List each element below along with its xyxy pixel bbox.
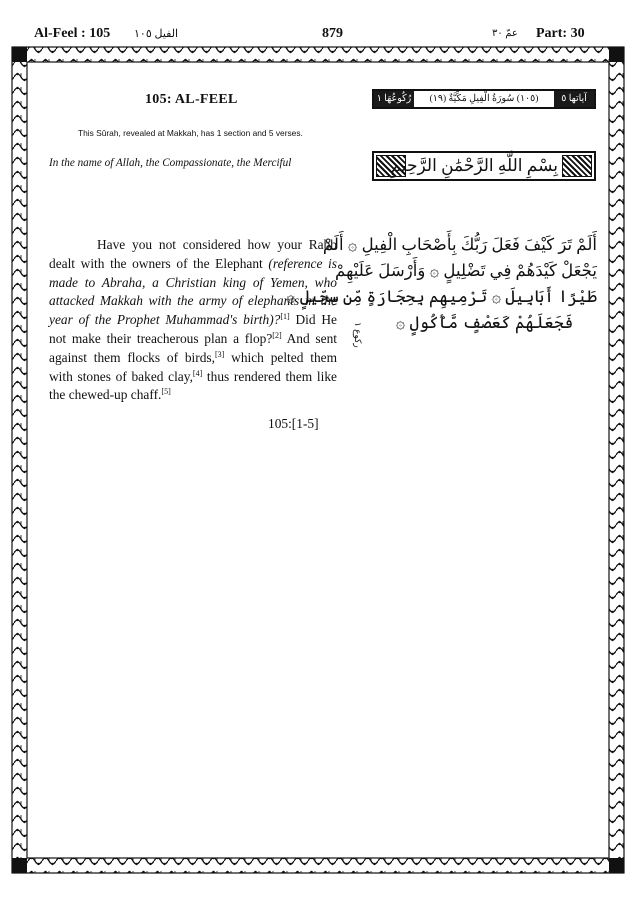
ornament-right-icon bbox=[562, 155, 592, 177]
revelation-note: This Sûrah, revealed at Makkah, has 1 section and 5 verses. bbox=[78, 128, 303, 138]
banner-rukus: رُكُوعُهَا ١ bbox=[374, 91, 414, 107]
surah-title: 105: AL-FEEL bbox=[145, 92, 238, 107]
arabic-line: طَيْرًا أَبَابِيلَ ۞ تَرْمِيهِم بِحِجَارَةٍ مِّن سِجِّيلٍ ۞ bbox=[285, 287, 597, 306]
arabic-line: فَجَعَلَهُمْ كَعَصْفٍ مَّأْكُولٍ ۞ bbox=[395, 313, 574, 332]
arabic-line: أَلَمْ تَرَ كَيْفَ فَعَلَ رَبُّكَ بِأَصْحَابِ الْفِيلِ ۞ أَلَمْ bbox=[322, 235, 597, 254]
arabic-surah-banner bbox=[372, 89, 596, 109]
verse-4-text: which pelted them with stones of baked clay, bbox=[49, 349, 338, 384]
basmala-arabic: بِسْمِ اللَّهِ الرَّحْمَٰنِ الرَّحِيمِ bbox=[390, 156, 558, 175]
footnote-3[interactable]: [3] bbox=[215, 349, 225, 359]
verse-5-text: thus rendered them like the chewed-up chaff. bbox=[49, 368, 337, 403]
page-number: 879 bbox=[322, 26, 343, 41]
verse-1-commentary: (reference is made to Abraha, a Christian king of Yemen, who attacked Makkah with the army of elephants in the year of the Prophet Muhammad's birth)? bbox=[49, 255, 337, 328]
footnote-4[interactable]: [4] bbox=[192, 368, 203, 378]
basmala-english: In the name of Allah, the Compassionate, the Merciful bbox=[49, 157, 292, 169]
footnote-2[interactable]: [2] bbox=[272, 330, 282, 340]
part-reference-arabic: عمّ ٣٠ bbox=[492, 28, 518, 39]
ruku-marker: ركوع ١ bbox=[353, 322, 363, 348]
banner-ayat: آياتها ٥ bbox=[554, 91, 594, 107]
verse-range: 105:[1-5] bbox=[268, 416, 319, 431]
page-header bbox=[0, 6, 637, 46]
banner-surah-name: (١٠٥) سُورَةُ الْفِيلِ مَكِّيَّةٌ (١٩) bbox=[429, 94, 539, 104]
surah-reference: Al-Feel : 105 bbox=[34, 26, 111, 41]
verse-3-text: And sent against them flocks of birds, bbox=[49, 330, 337, 365]
arabic-line: يَجْعَلْ كَيْدَهُمْ فِي تَضْلِيلٍ ۞ وَأَرْسَلَ عَلَيْهِمْ bbox=[335, 261, 597, 280]
footnote-5[interactable]: [5] bbox=[161, 387, 171, 397]
arabic-basmala-frame bbox=[372, 151, 596, 181]
translation-text bbox=[49, 236, 337, 405]
verse-1-text: Have you not considered how your Rabb dealt with the owners of the Elephant bbox=[49, 237, 337, 271]
footnote-1[interactable]: [1] bbox=[280, 312, 290, 322]
part-reference: Part: 30 bbox=[536, 26, 585, 41]
surah-reference-arabic: الفيل ١٠٥ bbox=[134, 28, 179, 40]
verse-2-text: Did He not make their treacherous plan a flop? bbox=[49, 312, 337, 346]
